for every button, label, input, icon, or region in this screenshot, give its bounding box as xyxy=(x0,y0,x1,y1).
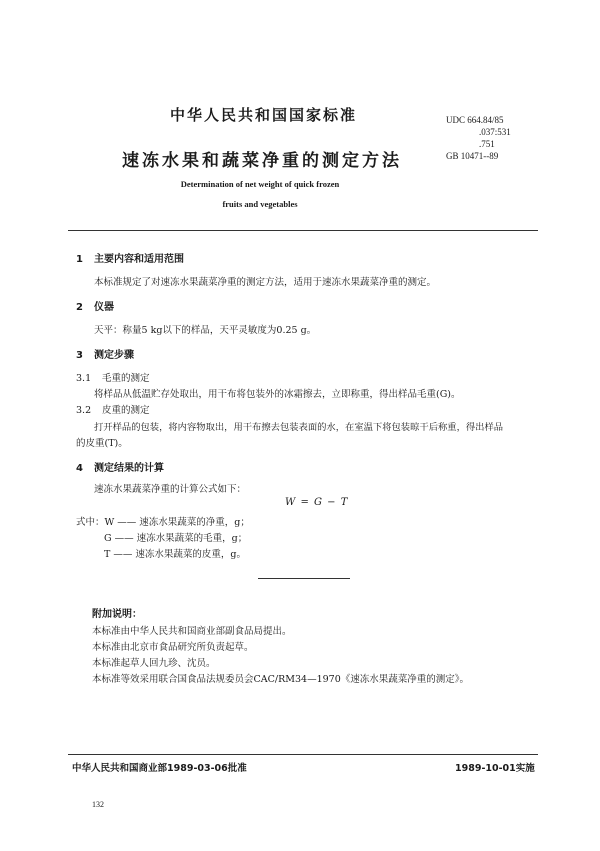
udc-line-3: .751 xyxy=(479,139,495,149)
section-title: 仪器 xyxy=(94,302,114,313)
section-3-heading xyxy=(76,346,134,361)
section-2-heading xyxy=(76,298,114,313)
section-title: 测定结果的计算 xyxy=(94,463,164,474)
subsection-title: 皮重的测定 xyxy=(102,405,150,416)
document-title: 速冻水果和蔬菜净重的测定方法 xyxy=(122,151,402,171)
section-1-heading xyxy=(76,250,184,265)
section-title: 主要内容和适用范围 xyxy=(94,254,184,265)
note-line-3: 本标准起草人回九珍、沈员。 xyxy=(92,658,216,669)
english-title: Determination of net weight of quick frozen fruits and vegetables xyxy=(180,179,340,209)
section-number: 1 xyxy=(76,254,83,265)
subsection-number: 3.2 xyxy=(76,405,92,416)
effective-date: 1989-10-01实施 xyxy=(455,763,535,774)
section-end-rule xyxy=(258,578,350,579)
formula-definition-w: 式中：W —— 速冻水果蔬菜的净重，g； xyxy=(76,517,250,528)
subsection-title: 毛重的测定 xyxy=(102,373,150,384)
formula-definition-t: T —— 速冻水果蔬菜的皮重，g。 xyxy=(104,549,246,560)
subsection-3-1-heading xyxy=(76,370,150,384)
page-number: 132 xyxy=(92,800,104,809)
standard-title: 中华人民共和国国家标准 xyxy=(170,106,358,124)
section-4-heading xyxy=(76,459,164,474)
subsection-3-2-text-line-2: 的皮重(T)。 xyxy=(76,438,128,449)
section-title: 测定步骤 xyxy=(94,350,134,361)
footer-divider xyxy=(68,754,538,755)
subsection-number: 3.1 xyxy=(76,373,92,384)
section-number: 4 xyxy=(76,463,83,474)
subsection-3-1-text: 将样品从低温贮存处取出，用干布将包装外的冰霜擦去，立即称重，得出样品毛重(G)。 xyxy=(94,389,461,400)
header-divider xyxy=(68,230,538,231)
note-line-2: 本标准由北京市食品研究所负责起草。 xyxy=(92,642,254,653)
section-number: 3 xyxy=(76,350,83,361)
net-weight-formula: W = G − T xyxy=(285,497,349,508)
note-line-4: 本标准等效采用联合国食品法规委员会CAC/RM34—1970《速冻水果蔬菜净重的测定》。 xyxy=(92,674,469,685)
formula-definition-g: G —— 速冻水果蔬菜的毛重，g； xyxy=(104,533,248,544)
udc-line-1: UDC 664.84/85 xyxy=(446,115,504,125)
section-4-intro: 速冻水果蔬菜净重的计算公式如下： xyxy=(94,484,247,495)
section-number: 2 xyxy=(76,302,83,313)
subsection-3-2-heading xyxy=(76,402,150,416)
approval-line: 中华人民共和国商业部1989-03-06批准 xyxy=(72,763,247,774)
subsection-3-2-text-line-1: 打开样品的包装，将内容物取出，用干布擦去包装表面的水，在室温下将包装晾干后称重，得出样品 xyxy=(94,422,504,433)
notes-heading: 附加说明： xyxy=(92,609,142,620)
section-1-text: 本标准规定了对速冻水果蔬菜净重的测定方法，适用于速冻水果蔬菜净重的测定。 xyxy=(94,277,437,288)
udc-classification xyxy=(446,114,511,162)
section-2-text: 天平：称量5 kg以下的样品，天平灵敏度为0.25 g。 xyxy=(94,325,317,336)
udc-line-2: .037:531 xyxy=(479,127,511,137)
gb-number: GB 10471--89 xyxy=(446,151,499,161)
note-line-1: 本标准由中华人民共和国商业部副食品局提出。 xyxy=(92,626,292,637)
